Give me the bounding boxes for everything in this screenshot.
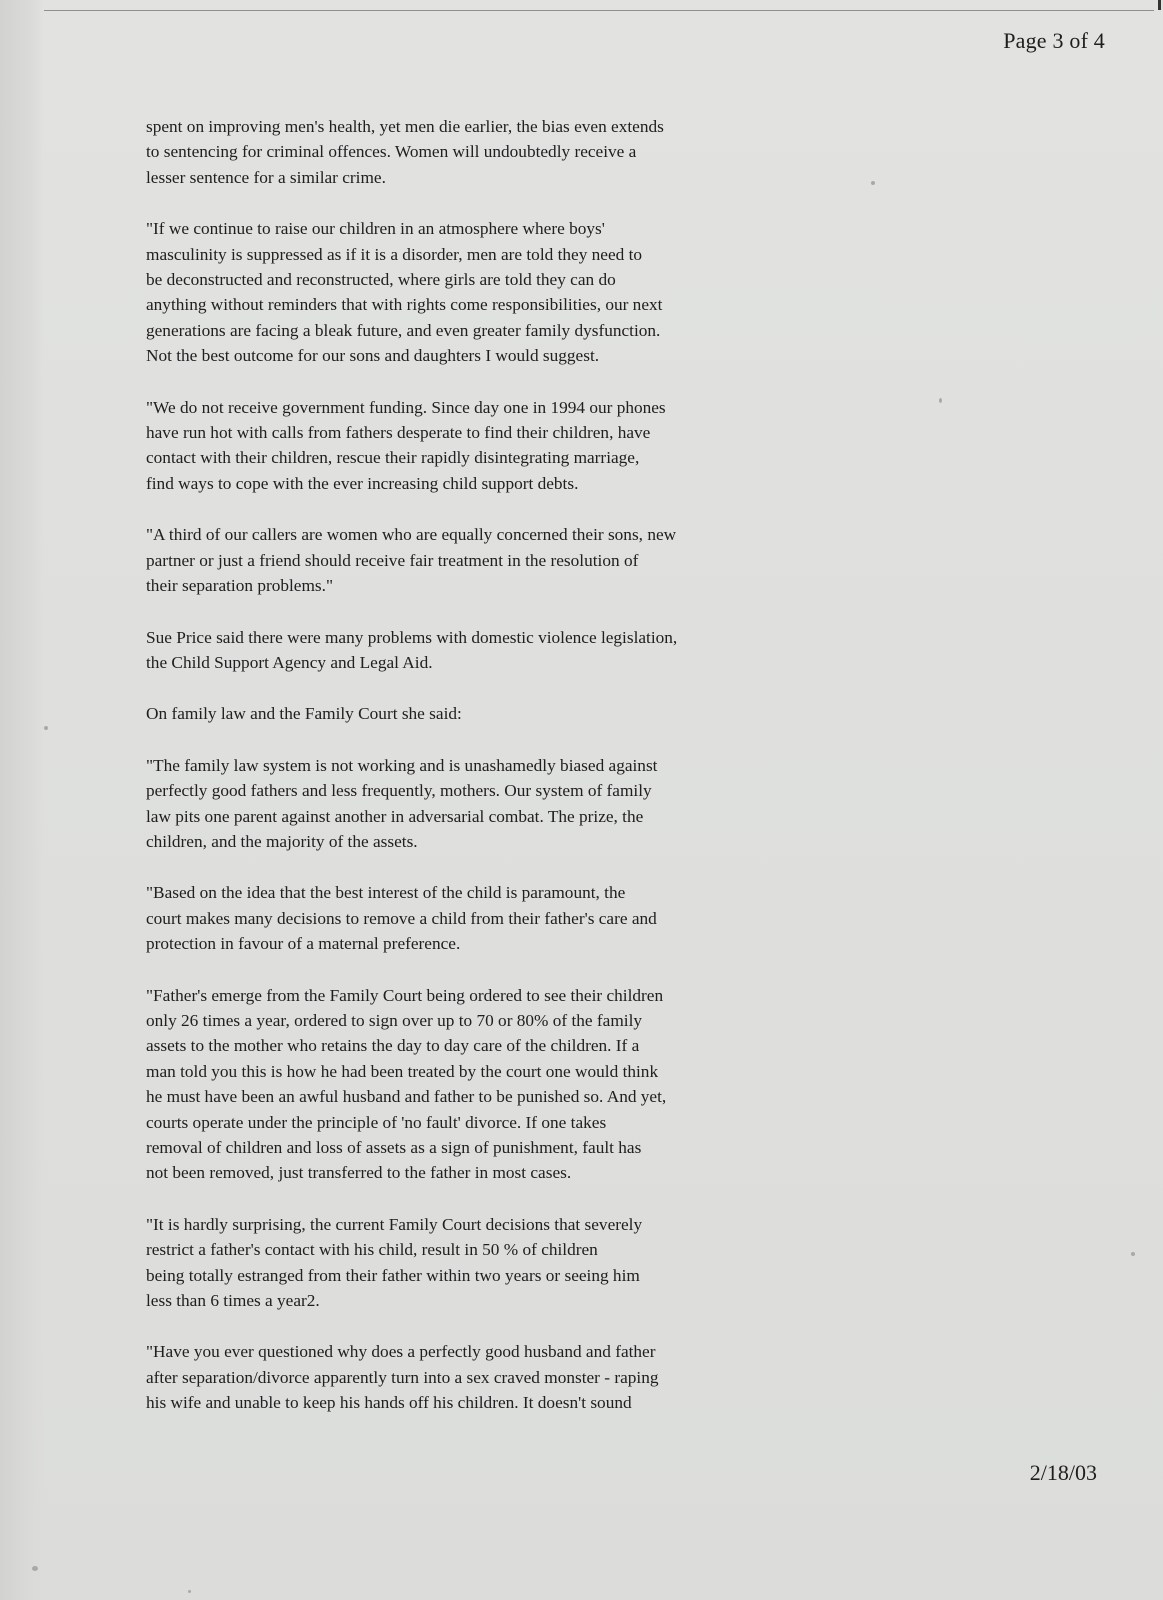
text-line: Sue Price said there were many problems with domestic violence legislation, bbox=[146, 627, 678, 647]
dust-speck bbox=[32, 1566, 38, 1571]
paragraph bbox=[146, 1339, 746, 1415]
paragraph bbox=[146, 625, 746, 676]
paragraph bbox=[146, 395, 746, 497]
text-line: contact with their children, rescue their rapidly disintegrating marriage, bbox=[146, 448, 640, 468]
text-line: generations are facing a bleak future, and even greater family dysfunction. bbox=[146, 320, 661, 340]
text-line: perfectly good fathers and less frequently, mothers. Our system of family bbox=[146, 781, 652, 801]
paragraph bbox=[146, 114, 746, 190]
text-line: assets to the mother who retains the day to day care of the children. If a bbox=[146, 1036, 640, 1056]
text-line: partner or just a friend should receive fair treatment in the resolution of bbox=[146, 550, 639, 570]
text-line: to sentencing for criminal offences. Women will undoubtedly receive a bbox=[146, 142, 637, 162]
text-line: man told you this is how he had been treated by the court one would think bbox=[146, 1061, 659, 1081]
dust-speck bbox=[1131, 1252, 1135, 1256]
document-body bbox=[146, 114, 746, 1416]
text-line: lesser sentence for a similar crime. bbox=[146, 167, 386, 187]
text-line: spent on improving men's health, yet men die earlier, the bias even extends bbox=[146, 117, 664, 136]
text-line: his wife and unable to keep his hands off his children. It doesn't sound bbox=[146, 1393, 632, 1413]
corner-mark bbox=[1158, 0, 1161, 10]
paragraph bbox=[146, 983, 746, 1186]
text-line: "A third of our callers are women who are equally concerned their sons, new bbox=[146, 525, 677, 545]
paragraph bbox=[146, 880, 746, 956]
text-line: courts operate under the principle of 'no fault' divorce. If one takes bbox=[146, 1112, 607, 1132]
page-number: Page 3 of 4 bbox=[1003, 28, 1105, 53]
paragraph bbox=[146, 753, 746, 855]
paragraph bbox=[146, 1212, 746, 1314]
text-line: law pits one parent against another in adversarial combat. The prize, the bbox=[146, 806, 644, 826]
text-line: removal of children and loss of assets as a sign of punishment, fault has bbox=[146, 1138, 642, 1157]
text-line: "Father's emerge from the Family Court being ordered to see their children bbox=[146, 985, 664, 1005]
text-line: "We do not receive government funding. Since day one in 1994 our phones bbox=[146, 397, 666, 417]
text-line: being totally estranged from their father within two years or seeing him bbox=[146, 1265, 640, 1285]
text-line: be deconstructed and reconstructed, where girls are told they can do bbox=[146, 270, 616, 290]
text-line: masculinity is suppressed as if it is a disorder, men are told they need to bbox=[146, 244, 643, 264]
paragraph bbox=[146, 216, 746, 368]
paragraph bbox=[146, 701, 746, 726]
dust-speck bbox=[939, 398, 942, 403]
text-line: less than 6 times a year2. bbox=[146, 1291, 320, 1311]
text-line: protection in favour of a maternal preference. bbox=[146, 934, 461, 954]
text-line: restrict a father's contact with his child, result in 50 % of children bbox=[146, 1240, 598, 1260]
text-line: only 26 times a year, ordered to sign over up to 70 or 80% of the family bbox=[146, 1010, 643, 1030]
text-line: "Based on the idea that the best interest of the child is paramount, the bbox=[146, 883, 626, 903]
dust-speck bbox=[44, 726, 48, 730]
text-line: children, and the majority of the assets. bbox=[146, 831, 418, 851]
paragraph bbox=[146, 522, 746, 598]
text-line: "If we continue to raise our children in an atmosphere where boys' bbox=[146, 219, 605, 239]
text-line: the Child Support Agency and Legal Aid. bbox=[146, 652, 433, 672]
text-line: after separation/divorce apparently turn into a sex craved monster - raping bbox=[146, 1367, 659, 1387]
dust-speck bbox=[871, 181, 875, 185]
text-line: not been removed, just transferred to the father in most cases. bbox=[146, 1163, 572, 1183]
text-line: their separation problems." bbox=[146, 576, 334, 596]
text-line: anything without reminders that with rights come responsibilities, our next bbox=[146, 295, 663, 315]
page-date: 2/18/03 bbox=[1029, 1460, 1097, 1485]
top-rule bbox=[44, 10, 1154, 11]
dust-speck bbox=[188, 1590, 191, 1593]
text-line: "The family law system is not working and is unashamedly biased against bbox=[146, 755, 658, 775]
text-line: Not the best outcome for our sons and daughters I would suggest. bbox=[146, 346, 600, 366]
text-line: he must have been an awful husband and father to be punished so. And yet, bbox=[146, 1087, 667, 1107]
text-line: "It is hardly surprising, the current Family Court decisions that severely bbox=[146, 1214, 643, 1234]
text-line: On family law and the Family Court she said: bbox=[146, 704, 462, 724]
text-line: find ways to cope with the ever increasing child support debts. bbox=[146, 473, 579, 493]
text-line: court makes many decisions to remove a child from their father's care and bbox=[146, 908, 657, 928]
scan-edge-shadow bbox=[0, 0, 44, 1600]
text-line: have run hot with calls from fathers desperate to find their children, have bbox=[146, 423, 651, 443]
text-line: "Have you ever questioned why does a perfectly good husband and father bbox=[146, 1342, 656, 1362]
